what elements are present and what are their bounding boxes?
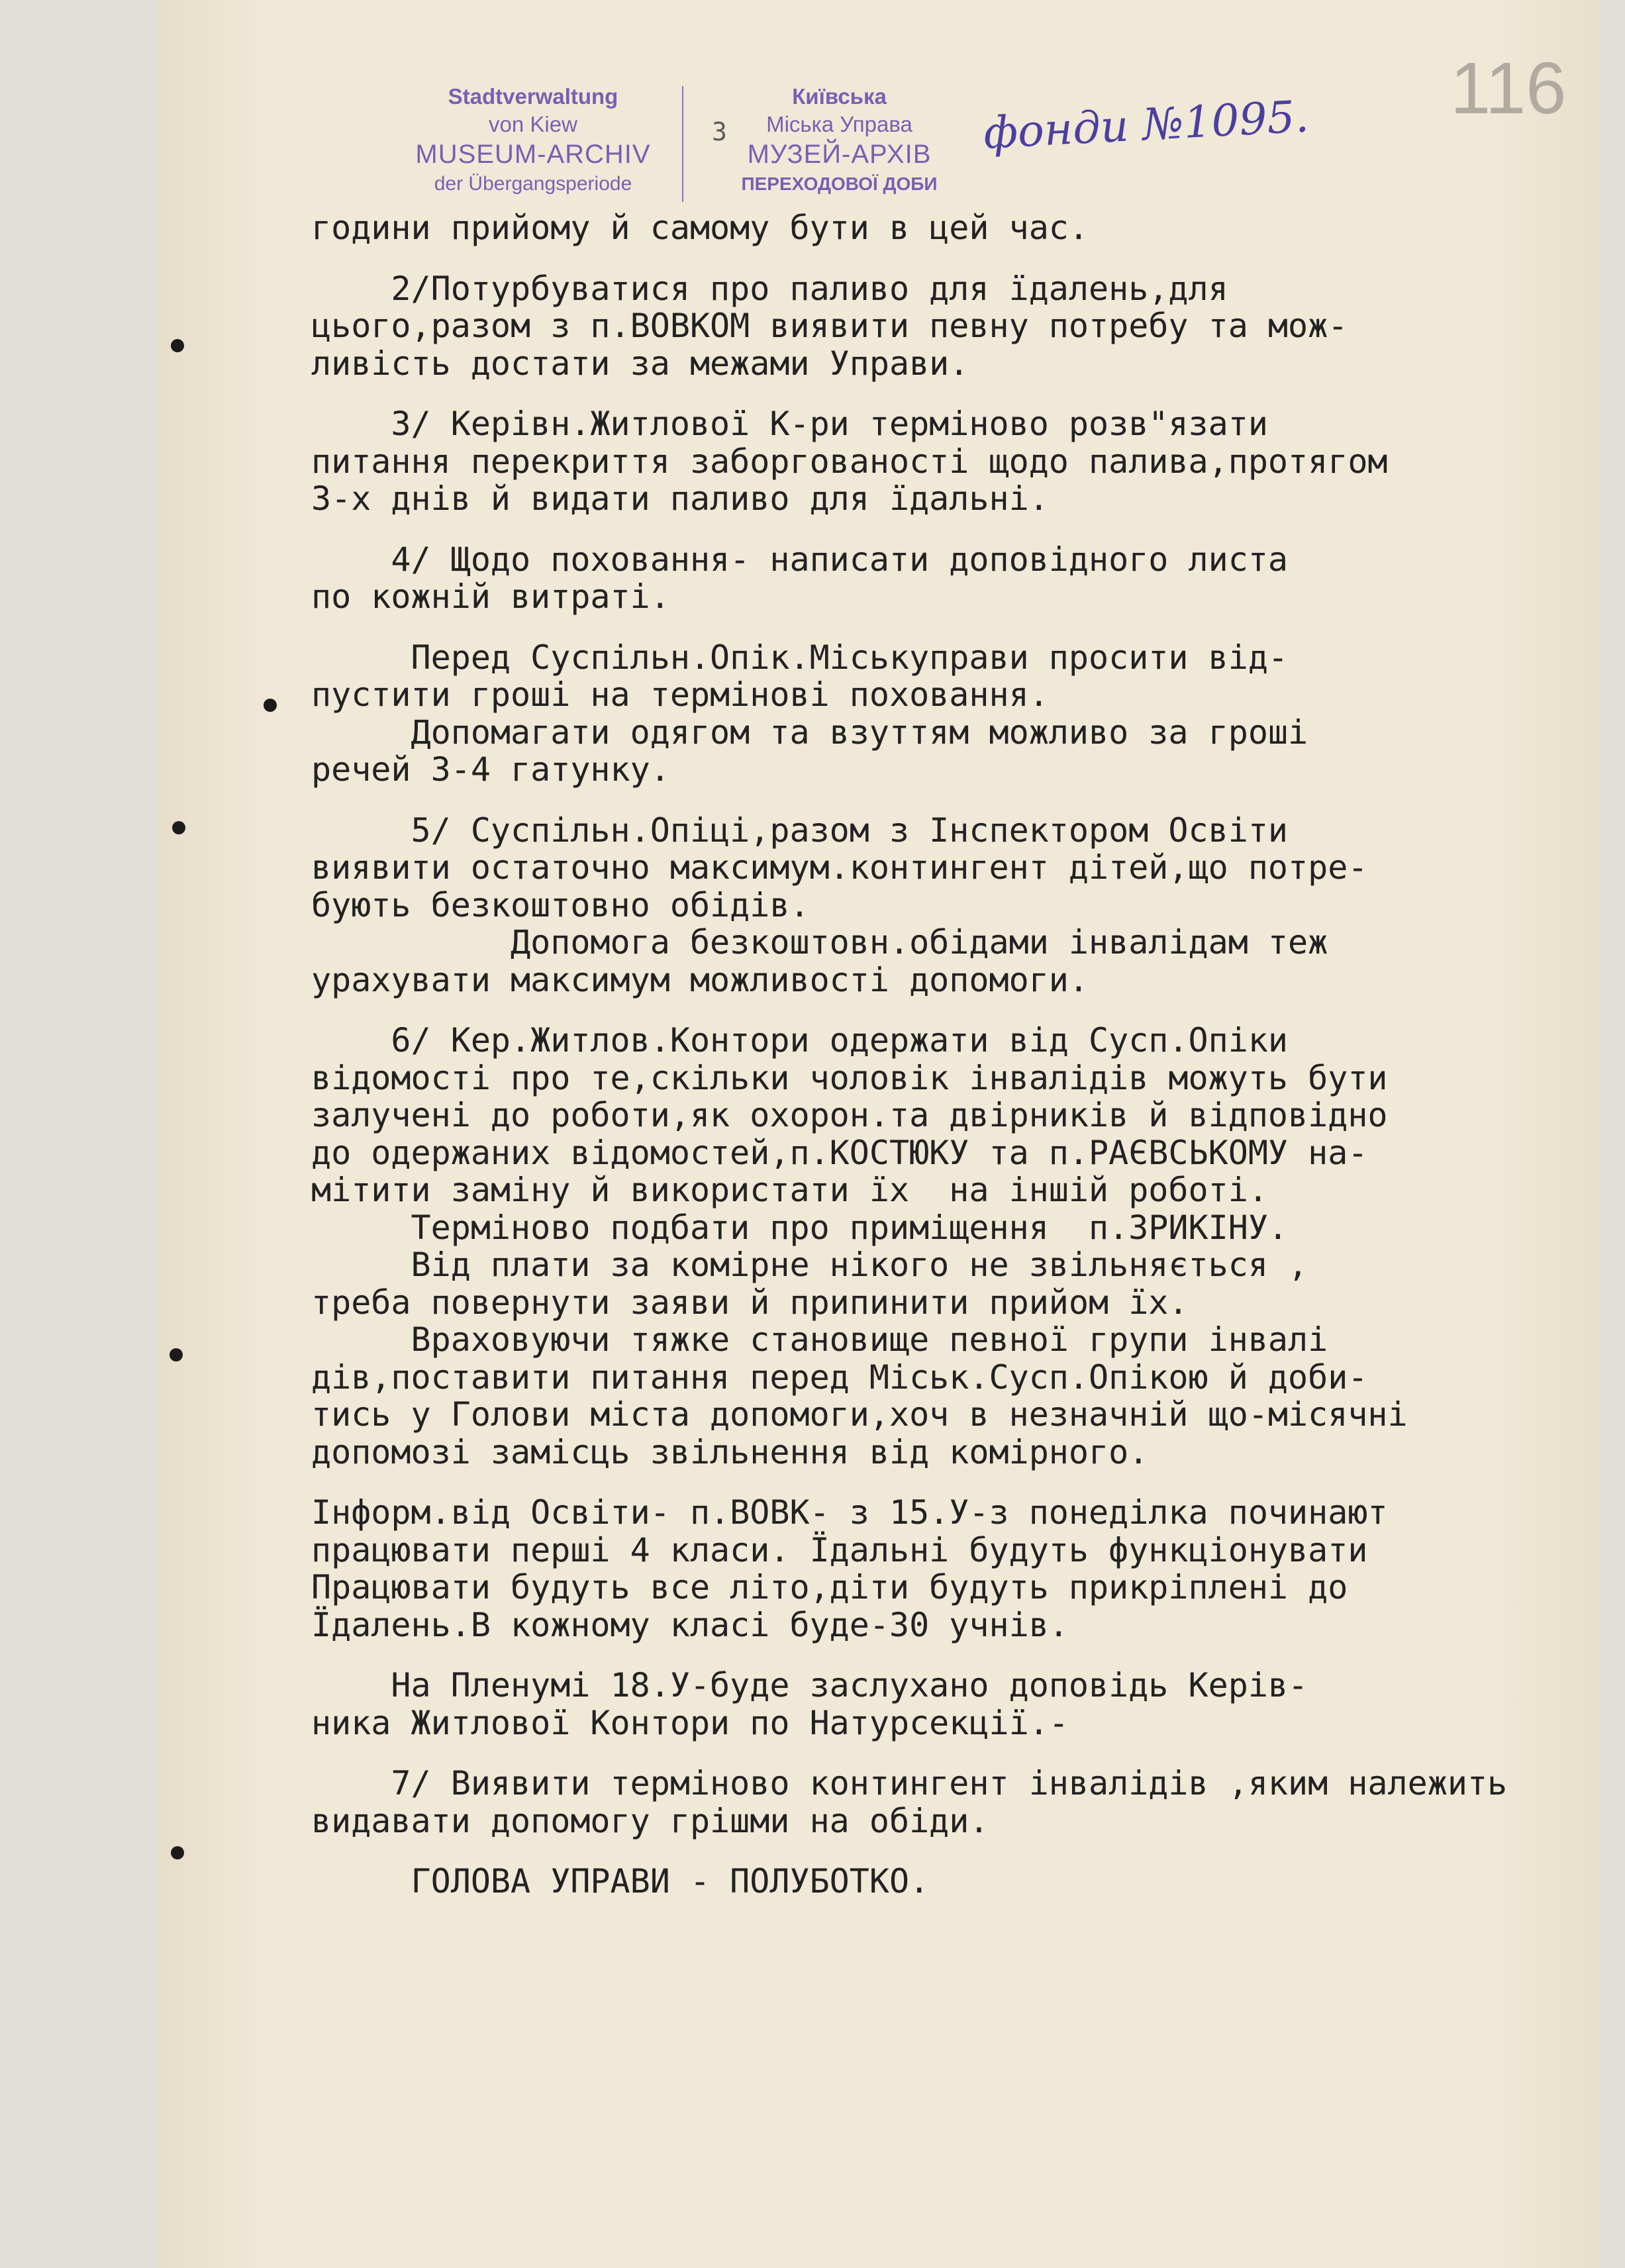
punch-hole: [171, 339, 184, 352]
paragraph-gap: [311, 1471, 1583, 1494]
text-line: бують безкоштовно обідів.: [311, 885, 810, 924]
text-line: виявити остаточно максимум.контингент дітей,що потре-: [311, 848, 1368, 887]
text-line: тись у Голови міста допомоги,хоч в незначній що-місячні: [311, 1395, 1408, 1434]
text-line: видавати допомогу грішми на обіди.: [311, 1801, 989, 1840]
text-line: урахувати максимум можливості допомоги.: [311, 960, 1089, 999]
paragraph-gap: [311, 382, 1583, 405]
text-line: Допомога безкоштовн.обідами інвалідам теж: [311, 923, 1328, 961]
text-line: 7/ Виявити терміново контингент інвалідів ,яким належить: [311, 1764, 1508, 1802]
text-line: по кожній витраті.: [311, 577, 670, 616]
sheet-number: 116: [1450, 48, 1567, 129]
text-line: ливість достати за межами Управи.: [311, 344, 969, 383]
archive-stamp: [387, 83, 983, 209]
stamp-de-line: MUSEUM-ARCHIV: [415, 140, 651, 169]
stamp-ua-line: Міська Управа: [766, 112, 912, 136]
text-line: Від плати за комірне нікого не звільняється ,: [311, 1246, 1308, 1284]
text-line: ника Житлової Контори по Натурсекції.-: [311, 1703, 1069, 1742]
text-line: 2/Потурбуватися про паливо для їдалень,для: [311, 269, 1228, 308]
text-line: 6/ Кер.Житлов.Контори одержати від Сусп.Опіки: [311, 1021, 1289, 1060]
typed-text-body: [311, 209, 1583, 1900]
fond-annotation: фонди №1095.: [982, 91, 1310, 159]
text-line: пустити гроші на термінові поховання.: [311, 675, 1049, 714]
text-line: На Пленумі 18.У-буде заслухано доповідь Керів-: [311, 1666, 1308, 1704]
paragraph-gap: [311, 999, 1583, 1022]
text-line: години прийому й самому бути в цей час.: [311, 209, 1089, 247]
text-line: треба повернути заяви й припинити прийом їх.: [311, 1283, 1189, 1322]
text-line: Їдалень.В кожному класі буде-30 учнів.: [311, 1605, 1069, 1644]
stamp-ua-line: МУЗЕЙ-АРХІВ: [747, 140, 932, 169]
text-line: 4/ Щодо поховання- написати доповідного листа: [311, 540, 1289, 579]
text-line: до одержаних відомостей,п.КОСТЮКУ та п.РАЄВСЬКОМУ на-: [311, 1133, 1368, 1172]
text-line: 3/ Керівн.Житлової К-ри терміново розв"язати: [311, 405, 1268, 443]
text-line: ГОЛОВА УПРАВИ - ПОЛУБОТКО.: [311, 1862, 930, 1900]
paragraph-gap: [311, 1644, 1583, 1667]
text-line: Допомагати одягом та взуттям можливо за гроші: [311, 713, 1308, 752]
text-line: Інформ.від Освіти- п.ВОВК- з 15.У-з понеділка починают: [311, 1493, 1388, 1532]
paragraph-gap: [311, 616, 1583, 639]
paragraph-gap: [311, 1742, 1583, 1765]
text-line: 5/ Суспільн.Опіці,разом з Інспектором Освіти: [311, 811, 1289, 850]
text-line: Враховуючи тяжке становище певної групи інвалі: [311, 1320, 1328, 1359]
stamp-german: [387, 83, 679, 198]
stamp-de-line: Stadtverwaltung: [448, 84, 618, 109]
text-line: цього,разом з п.ВОВКОМ виявити певну потребу та мож-: [311, 307, 1348, 345]
text-line: Перед Суспільн.Опік.Міськуправи просити від-: [311, 638, 1289, 677]
paragraph-gap: [311, 518, 1583, 541]
stamp-de-line: von Kiew: [489, 112, 577, 136]
stamp-de-line: der Übergangsperiode: [434, 173, 632, 195]
punch-hole: [170, 1348, 183, 1361]
paragraph-gap: [311, 1840, 1583, 1863]
stamp-ua-line: Київська: [792, 84, 887, 109]
text-line: Терміново подбати про приміщення п.ЗРИКІНУ.: [311, 1208, 1289, 1247]
text-line: мітити заміну й використати їх на іншій роботі.: [311, 1171, 1268, 1209]
text-line: 3-х днів й видати паливо для їдальні.: [311, 479, 1049, 518]
stamp-ukrainian: [689, 83, 990, 198]
punch-hole: [172, 821, 185, 834]
stamp-ua-line: ПЕРЕХОДОВОЇ ДОБИ: [741, 173, 938, 194]
text-line: залучені до роботи,як охорон.та двірників й відповідно: [311, 1096, 1388, 1134]
text-line: працювати перші 4 класи. Їдальні будуть функціонувати: [311, 1530, 1368, 1569]
text-line: дів,поставити питання перед Міськ.Сусп.Опікою й доби-: [311, 1357, 1368, 1397]
text-line: відомості про те,скільки чоловік інвалідів можуть бути: [311, 1058, 1388, 1097]
paragraph-gap: [311, 247, 1583, 270]
punch-hole: [264, 699, 277, 712]
text-line: Працювати будуть все літо,діти будуть прикріплені до: [311, 1568, 1348, 1606]
punch-hole: [171, 1846, 184, 1859]
stamp-divider: [682, 86, 683, 202]
typed-page-number: 3: [712, 117, 727, 146]
text-line: речей 3-4 гатунку.: [311, 750, 670, 789]
paragraph-gap: [311, 789, 1583, 812]
text-line: питання перекриття заборгованості щодо палива,протягом: [311, 442, 1388, 481]
text-line: допомозі замісць звільнення від комірного.: [311, 1432, 1149, 1471]
